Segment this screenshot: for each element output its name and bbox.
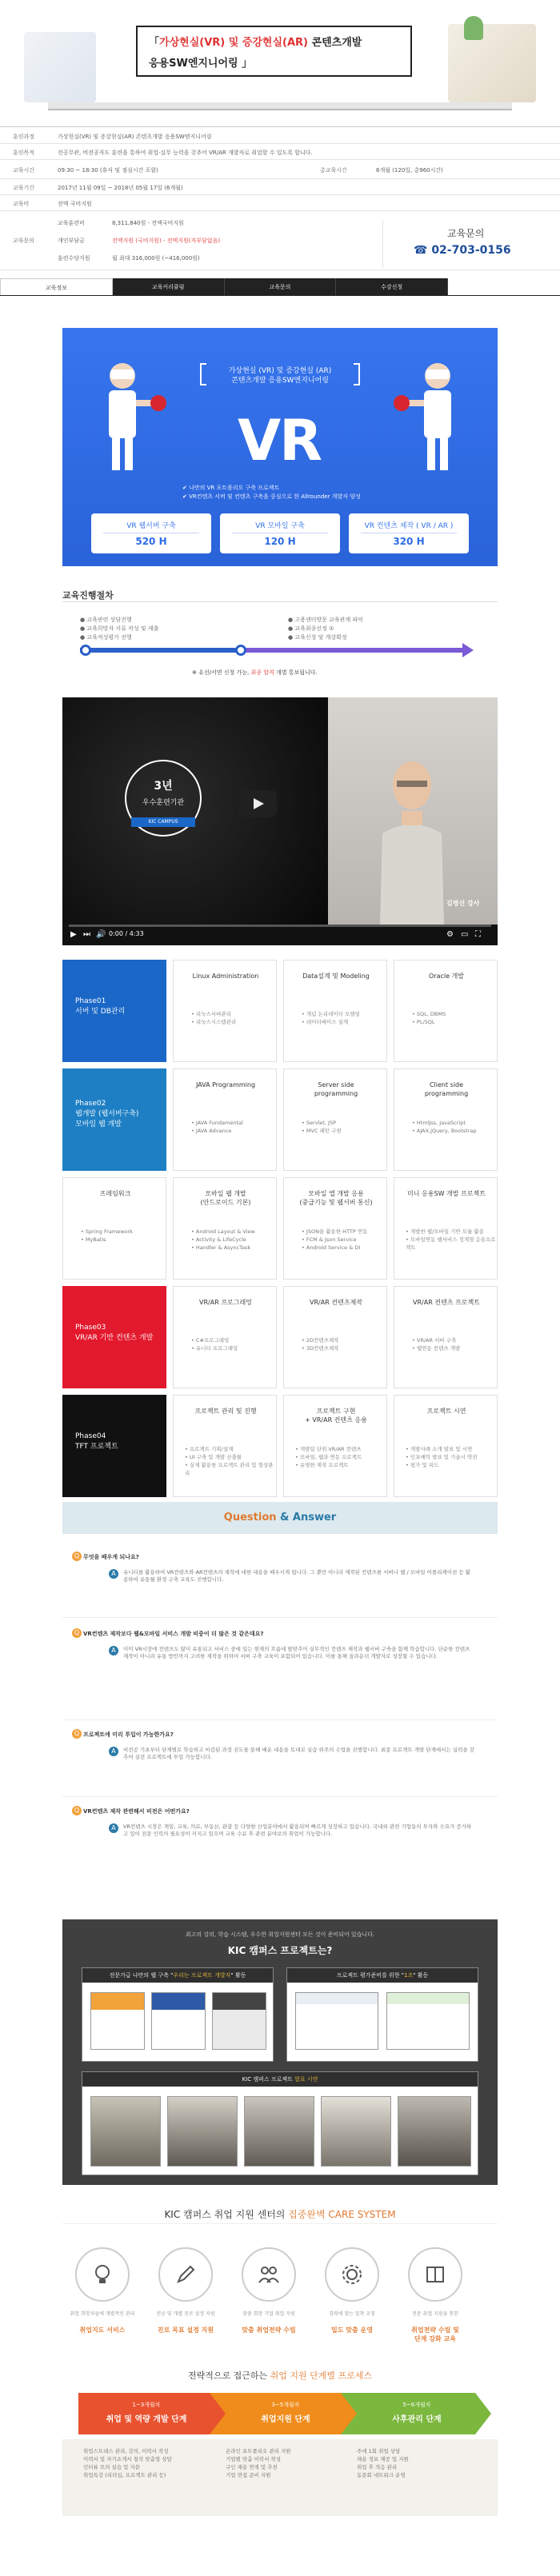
care-item-caption: 맞춤 희망 기업 취업 지원	[242, 2311, 295, 2317]
video-frame-left: 3년 우수훈련기관 KIC CAMPUS	[62, 697, 328, 925]
care-circle	[325, 2247, 379, 2302]
phase-01-cell: Phase01 서버 및 DB관리	[62, 960, 166, 1062]
curriculum-cell: 프레임워크 • Spring Framework • MyBatis	[62, 1177, 166, 1280]
boxer-left-illustration	[78, 352, 166, 472]
project-screenshot	[151, 1992, 206, 2050]
step-3-description: 주에 1회 취업 상담 채용 정보 제공 및 지원 취업 후 적응 관리 동문회 네트워크 운영	[357, 2448, 409, 2478]
bracket-left	[200, 363, 206, 385]
vr-card-contents: VR 컨텐츠 제작 ( VR / AR ) 320 H	[349, 513, 469, 553]
step-1-description: 취업스트레스 관리, 강의, 이력서 작성 이력서 및 자기소개서 첨삭 맞춤형 상담 인터뷰 모의 실습 및 자문 취업특강 (리더십, 프로젝트 관리 등)	[83, 2448, 172, 2478]
process-timeline-end	[240, 648, 464, 653]
intro-video-player[interactable]	[62, 697, 498, 945]
volume-icon[interactable]: 🔊	[96, 930, 106, 939]
presentation-photo	[167, 2096, 238, 2167]
info-top-divider	[0, 126, 560, 127]
tab-inquiry[interactable]: 교육문의	[225, 278, 337, 296]
video-time: 0:00 / 4:33	[109, 930, 144, 937]
kic-panel-project-dev: 전문가급 나만의 웹 구축 "우리는 프로젝트 개발자" 활동	[82, 1967, 274, 2062]
project-screenshot	[90, 1992, 145, 2050]
people-icon	[258, 2263, 280, 2286]
qa-header	[62, 1502, 498, 1534]
care-item-caption: 취업 희망자들에 개별적인 관리	[70, 2311, 135, 2317]
project-screenshot	[386, 1992, 470, 2050]
play-button[interactable]	[238, 790, 277, 817]
hero-decoration-left	[24, 32, 96, 102]
curriculum-cell: 프로젝트 구현 + VR/AR 컨텐츠 응용 • 개발팀 단위 VR/AR 컨텐츠 • 모바일, 웹과 연동 프로젝트 • 유명한 제작 프로젝트	[283, 1395, 387, 1497]
plant-icon	[464, 16, 483, 40]
kic-panel-team: 프로젝트 평가준비를 위한 "1조" 활동	[286, 1967, 478, 2062]
info-row: 교육비 전액 국비지원	[0, 195, 560, 211]
step-2-description: 온라인 포트폴리오 관리 지원 기업별 맞춤 이력서 작성 구인 채용 연계 및 추천 기업 면접 준비 지원	[226, 2448, 291, 2478]
info-row: 교육문의 교육훈련비 8,311,840원 - 전액국비지원 개인부담금 전액지원 (국비지원) - 전액지원(자부담없음) 훈련수당지원 월 최대 316,000원 (~416,000원)	[0, 211, 560, 270]
hero-shelf	[48, 102, 512, 110]
vr-banner	[62, 328, 498, 566]
hero-title: 「가상현실(VR) 및 증강현실(AR) 콘텐츠개발	[149, 37, 362, 49]
info-row: 교육기간 2017년 11월 09일 ~ 2018년 05월 17일 (6개월)	[0, 179, 560, 195]
phase-04-cell: Phase04 TFT 프로젝트	[62, 1395, 166, 1497]
step-2: 3~5개월차 취업지원 단계	[210, 2393, 360, 2434]
curriculum-cell: 미니 응용SW 개발 프로젝트 • 개발한 웹/모바일 기반 모듈 활용 • 모바일연동 웹서비스 정계형 응용프로젝트	[394, 1177, 498, 1280]
boxer-right-illustration	[394, 352, 482, 472]
question-icon: Q	[72, 1552, 82, 1561]
project-screenshot	[295, 1992, 378, 2050]
vr-card-mobile: VR 모바일 구축 120 H	[220, 513, 340, 553]
vr-banner-title: 가상현실 (VR) 및 증강현실 (AR) 콘텐츠개발 응용SW엔지니어링	[228, 367, 332, 385]
qa-item: Q 무엇을 배우게 되나요? A 유니티를 활용하여 VR컨텐츠와 AR컨텐츠의 제작에 대한 내용을 배우시게 됩니다. 그 뿐만 아니라 제작된 컨텐츠를 서버나 웹 / 모바일 어플리케이션 등 활용하여 유통될 환경 구축 교육도 진행합니다.	[62, 1552, 498, 1623]
vr-big-text: VR	[237, 408, 322, 473]
process-right-list: ● 고용센터방문 교육관계 파악 ● 교육최종선정 ① ● 교육신청 및 개강확정	[288, 617, 363, 641]
curriculum-cell: VR/AR 프로그래밍 • C#프로그래밍 • 유니티 프로그래밍	[173, 1286, 277, 1388]
curriculum-cell: JAVA Programming • JAVA Fundamental • JAVA Advance	[173, 1068, 277, 1171]
hero-decoration-right	[448, 24, 536, 102]
question-icon: Q	[72, 1806, 82, 1815]
curriculum-cell: Linux Administration • 리눅스서버관리 • 리눅스시스템관리	[173, 960, 277, 1062]
hero-title-line2: 응용SW엔지니어링 」	[149, 58, 253, 70]
phase-02-cell: Phase02 웹개발 (웹서버구축) 모바일 웹 개발	[62, 1068, 166, 1171]
process-title: 교육진행절차	[62, 590, 114, 601]
step-1: 1~3개월차 취업 및 역량 개발 단계	[78, 2393, 229, 2434]
answer-icon: A	[109, 1747, 118, 1756]
curriculum-cell: Server side programming • Servlet, JSP • MVC 패턴 구현	[283, 1068, 387, 1171]
play-icon[interactable]: ▶	[70, 930, 77, 939]
book-icon	[424, 2263, 446, 2286]
bracket-right	[354, 363, 360, 385]
process-title-line	[62, 601, 498, 602]
lightbulb-icon	[91, 2263, 114, 2286]
presentation-photo	[321, 2096, 391, 2167]
answer-icon: A	[109, 1569, 118, 1579]
instructor-photo	[376, 753, 448, 925]
theater-icon[interactable]: ▭	[461, 930, 469, 939]
kic-subtitle: 최고의 강의, 학습 시스템, 우수한 취업지원센터 모든 것이 준비되어 있습니다.	[185, 1931, 375, 1938]
curriculum-cell: Oracle 개발 • SQL, DBMS • PL/SQL	[394, 960, 498, 1062]
next-icon[interactable]: ⏭	[83, 930, 90, 939]
kic-title: KIC 캠퍼스 프로젝트는?	[227, 1945, 333, 1956]
tab-apply[interactable]: 수강신청	[336, 278, 448, 296]
care-item-caption: 전문 취업 지원을 통한	[412, 2311, 458, 2317]
qa-item: Q VR컨텐츠 제작보다 웹&모바일 서비스 개발 비중이 더 많은 것 같은데요? A 이미 VR시장에 컨텐츠도 많이 유통되고 서비스 중에 있는 현재의 흐름에 발맞추어 실무적인 컨텐츠 제작과 웹서버 구축을 함께 학습합니다. 단순한 컨텐츠 제작이 아니라 유통 방안까지 고려한 제작을 위하여 서버 구축 교육이 포함되어 있습니다. 이를 통해 올라운더 개발자로 성장할 수 있습니다.	[62, 1628, 498, 1724]
video-frame-right	[328, 697, 498, 925]
curriculum-cell: 프로젝트 시연 • 개발사례 소개 발표 및 시연 • 인포매틱 발표 및 기술시 약전 • 평가 및 피드	[394, 1395, 498, 1497]
question-icon: Q	[72, 1628, 82, 1638]
presentation-photo	[398, 2096, 471, 2167]
care-item-caption: 전공 및 개별 진로 설정 지원	[156, 2311, 215, 2317]
phase-03-cell: Phase03 VR/AR 기반 컨텐츠 개발	[62, 1286, 166, 1388]
tab-course-info[interactable]: 교육정보	[0, 278, 113, 296]
curriculum-cell: Data설계 및 Modeling • 개념 논리데이터 모델링 • 데이터베이스 설계	[283, 960, 387, 1062]
video-controls	[62, 925, 498, 945]
contact-box	[382, 220, 560, 268]
step-3: 5~6개월차 사후관리 단계	[341, 2393, 491, 2434]
process-left-list: ● 교육관련 상담진행 ● 교육희망자 서류 작성 및 제출 ● 교육적성평가 진행	[80, 617, 159, 641]
presentation-photo	[90, 2096, 161, 2167]
care-circle	[158, 2247, 213, 2302]
timeline-dot-icon	[235, 645, 246, 656]
curriculum-cell: VR/AR 컨텐츠 프로젝트 • VR/AR 서버 구축 • 웹연동 컨텐츠 개발	[394, 1286, 498, 1388]
presentation-photo	[244, 2096, 314, 2167]
qa-item: Q VR컨텐츠 제작 관련해서 비전은 어떤가요? A VR컨텐츠 시장은 게임, 교육, 의료, 부동산, 관광 등 다양한 산업분야에서 활용되며 빠르게 성장하고 있습니다. 국내외 관련 기업들의 투자와 수요가 증가하고 있어 전문 인력의 필요성이 커지고 있으며 교육 수료 후 관련 분야로의 취업이 가능합니다.	[62, 1806, 498, 1902]
tab-bar	[0, 278, 448, 296]
fullscreen-icon[interactable]: ⛶	[475, 930, 481, 939]
contact-phone[interactable]: ☎ 02-703-0156	[414, 244, 511, 257]
answer-icon: A	[109, 1646, 118, 1655]
info-row: 교육시간 09:30 ~ 18:30 (휴식 및 점심시간 포함) 총교육시간 6개월 (120일, 총960시간)	[0, 160, 560, 179]
gear-icon	[341, 2263, 363, 2286]
hero-banner	[0, 0, 560, 120]
process-note: ※ 유선/서면 신청 가능, 최종 합격 개별 통보됩니다.	[192, 669, 318, 676]
care-circle	[408, 2247, 462, 2302]
curriculum-cell: 모바일 앱 개발 응용 (중급기능 및 웹서버 통신) • JSON을 활용한 HTTP 연동 • FCM & Json Service • Android Service & DI	[283, 1177, 387, 1280]
question-icon: Q	[72, 1729, 82, 1739]
timeline-dot-icon	[80, 645, 91, 656]
steps-title: 전략적으로 접근하는 취업 지원 단계별 프로세스	[187, 2370, 372, 2381]
care-item-title: 취업전략 수립 및 단계 강화 교육	[411, 2326, 459, 2342]
curriculum-cell: 프로젝트 관리 및 진행 • 프로젝트 기획/설계 • UI 구축 및 개발 산출물 • 실제 활용한 프로젝트 관리 및 형상관리	[173, 1395, 277, 1497]
curriculum-grid	[62, 960, 498, 1488]
tab-curriculum[interactable]: 교육커리큘럼	[113, 278, 225, 296]
timeline-arrow-icon	[462, 643, 474, 657]
care-title: KIC 캠퍼스 취업 지원 센터의 집중완벽 CARE SYSTEM	[164, 2209, 396, 2220]
qa-title: Question & Answer	[223, 1512, 337, 1524]
info-row: 훈련목적 전공무관, 비전공자도 훈련을 통하여 취업·실무 능력을 갖추어 VR/AR 개발자로 취업할 수 있도록 합니다.	[0, 144, 560, 160]
vr-card-webserver: VR 웹서버 구축 520 H	[91, 513, 211, 553]
project-screenshot	[212, 1992, 266, 2050]
care-divider	[62, 2223, 498, 2224]
answer-icon: A	[109, 1823, 118, 1833]
hero-title-box	[136, 26, 412, 77]
care-item-title: 취업지도 서비스	[79, 2326, 126, 2334]
kic-project-section	[62, 1919, 498, 2185]
care-circle	[75, 2247, 130, 2302]
care-item-title: 밀도 맞춤 운영	[331, 2326, 373, 2334]
qa-item: Q 프로젝트에 미리 투입이 가능한가요? A 비전공 기초부터 단계별로 학습하고 마감된 과정 진도를 통해 배운 내용을 토대로 실습 위주의 수업을 진행합니다. 최종 프로젝트 개발 단계에서는 실력을 갖추어 실전 프로젝트에 투입 가능합니다.	[62, 1729, 498, 1801]
vr-feature-list: ✔ 나만의 VR 포트폴리오 구축 프로젝트 ✔ VR컨텐츠 서버 및 컨텐츠 구축을 중심으로 한 Allrounder 개발자 양성	[182, 485, 361, 500]
video-progress-bar[interactable]	[69, 925, 491, 927]
care-item-title: 진로 목표 설정 지원	[157, 2326, 214, 2334]
kic-panel-presentation: KIC 캠퍼스 프로젝트 발표 시연	[82, 2071, 478, 2175]
care-item-title: 맞춤 취업전략 수립	[242, 2326, 296, 2334]
curriculum-cell: 모바일 웹 개발 (안드로이드 기본) • Android Layout & View • Activity & LifeCycle • Handler & AsyncTask	[173, 1177, 277, 1280]
care-item-caption: 경력에 맞는 밀착 코칭	[329, 2311, 375, 2317]
contact-title: 교육문의	[447, 228, 485, 239]
instructor-name: 김병선 강사	[446, 900, 480, 907]
settings-icon[interactable]: ⚙	[446, 930, 454, 939]
care-circle	[242, 2247, 296, 2302]
curriculum-cell: Client side programming • HtmlJss, JavaScript • AJAX,jQuery, Bootstrap	[394, 1068, 498, 1171]
curriculum-cell: VR/AR 컨텐츠제작 • 2D컨텐츠제작 • 3D컨텐츠제작	[283, 1286, 387, 1388]
info-row: 훈련과정 가상현실(VR) 및 증강현실(AR) 콘텐츠개발 응용SW엔지니어링	[0, 128, 560, 144]
tab-underline	[0, 295, 560, 296]
pen-icon	[174, 2263, 197, 2286]
